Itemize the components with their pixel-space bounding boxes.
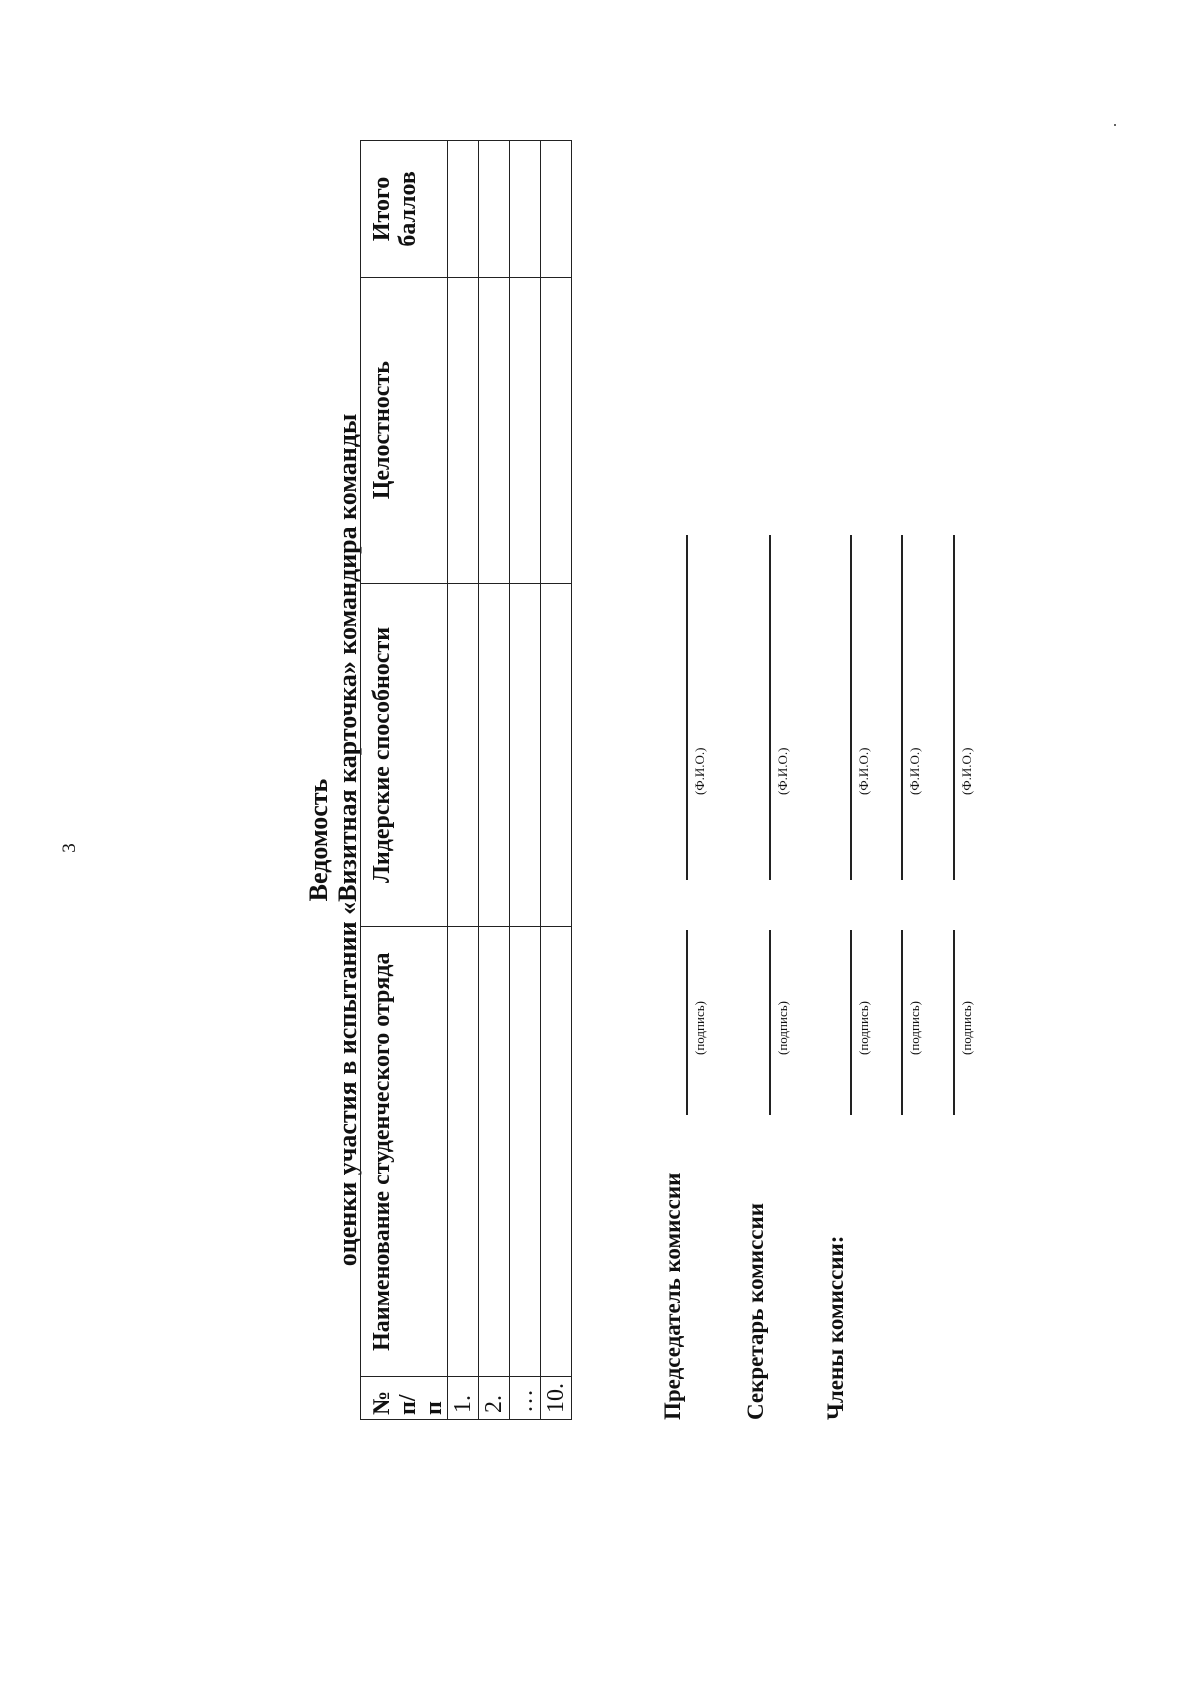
chairman-name-line[interactable] (686, 535, 688, 880)
cell-leadership[interactable] (479, 583, 510, 927)
table-header-row (361, 141, 448, 1420)
cell-leadership[interactable] (448, 583, 479, 927)
secretary-name-hint: (Ф.И.О.) (775, 747, 790, 795)
members-label: Члены комиссии: (823, 1235, 848, 1420)
chairman-label: Председатель комиссии (660, 1172, 685, 1420)
member-2-signature-hint: (подпись) (907, 1001, 922, 1055)
secretary-name-line[interactable] (769, 535, 771, 880)
member-1-signature-line[interactable] (850, 930, 852, 1115)
header-leadership: Лидерские способности (361, 583, 448, 927)
member-1-signature-hint: (подпись) (856, 1001, 871, 1055)
row-number: 2. (479, 1377, 510, 1420)
member-2-signature-line[interactable] (901, 930, 903, 1115)
cell-name[interactable] (448, 927, 479, 1377)
table-row (541, 141, 572, 1420)
member-3-signature-line[interactable] (953, 930, 955, 1115)
cell-total[interactable] (448, 141, 479, 278)
rotated-form (150, 140, 1050, 1540)
header-total: Итого баллов (361, 141, 448, 278)
table-row (510, 141, 541, 1420)
document-title (304, 140, 362, 1540)
table-row (479, 141, 510, 1420)
secretary-signature-line[interactable] (769, 930, 771, 1115)
page-number: 3 (59, 843, 80, 853)
cell-integrity[interactable] (541, 277, 572, 583)
table-row (448, 141, 479, 1420)
cell-name[interactable] (541, 927, 572, 1377)
row-number: … (510, 1377, 541, 1420)
cell-leadership[interactable] (541, 583, 572, 927)
row-number: 10. (541, 1377, 572, 1420)
header-integrity: Целостность (361, 277, 448, 583)
chairman-signature-line[interactable] (686, 930, 688, 1115)
cell-leadership[interactable] (510, 583, 541, 927)
member-1-name-line[interactable] (850, 535, 852, 880)
chairman-signature-hint: (подпись) (692, 1001, 707, 1055)
cell-name[interactable] (479, 927, 510, 1377)
score-table (360, 140, 572, 1420)
title-line-1: Ведомость (304, 778, 333, 902)
header-name: Наименование студенческого отряда (361, 927, 448, 1377)
cell-integrity[interactable] (479, 277, 510, 583)
secretary-label: Секретарь комиссии (743, 1203, 768, 1420)
cell-name[interactable] (510, 927, 541, 1377)
member-2-name-hint: (Ф.И.О.) (907, 747, 922, 795)
cell-total[interactable] (479, 141, 510, 278)
member-2-name-line[interactable] (901, 535, 903, 880)
cell-total[interactable] (541, 141, 572, 278)
scan-speck (1114, 124, 1116, 126)
cell-integrity[interactable] (448, 277, 479, 583)
member-3-name-line[interactable] (953, 535, 955, 880)
header-num: № п/п (361, 1377, 448, 1420)
member-1-name-hint: (Ф.И.О.) (856, 747, 871, 795)
secretary-signature-hint: (подпись) (775, 1001, 790, 1055)
member-3-signature-hint: (подпись) (959, 1001, 974, 1055)
chairman-name-hint: (Ф.И.О.) (692, 747, 707, 795)
row-number: 1. (448, 1377, 479, 1420)
member-3-name-hint: (Ф.И.О.) (959, 747, 974, 795)
title-line-2: оценки участия в испытании «Визитная карточка» командира команды (333, 413, 362, 1267)
cell-integrity[interactable] (510, 277, 541, 583)
cell-total[interactable] (510, 141, 541, 278)
